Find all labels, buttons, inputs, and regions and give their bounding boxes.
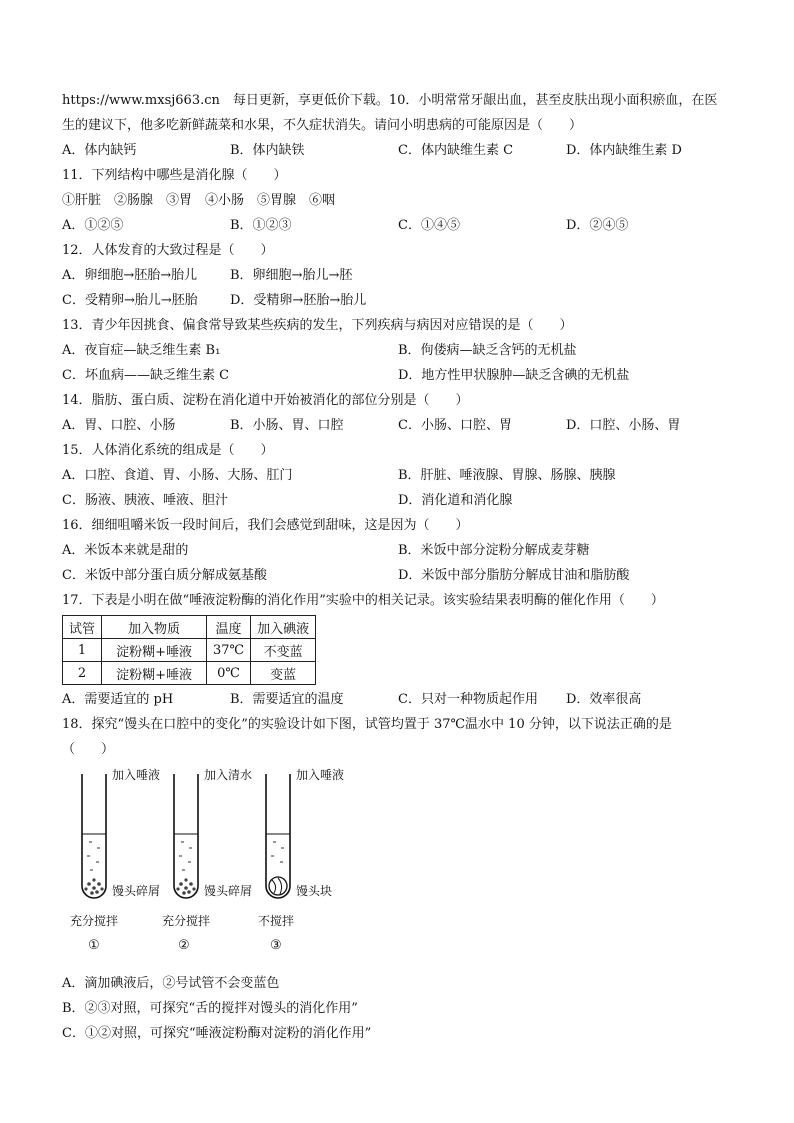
- table-header-cell: 试管: [63, 616, 102, 639]
- table-cell: 不变蓝: [251, 639, 316, 662]
- test-tubes-drawing: [62, 766, 382, 971]
- q10-options: [62, 138, 734, 163]
- q15-options-row1: [62, 463, 734, 488]
- q17-record-table: [62, 615, 316, 685]
- tube2-number: ②: [178, 938, 190, 953]
- tube1-action-label: 充分搅拌: [70, 914, 119, 928]
- q17-option-b: B．需要适宜的温度: [230, 692, 344, 707]
- table-row: [63, 662, 316, 685]
- q14-stem: 14．脂肪、蛋白质、淀粉在消化道中开始被消化的部位分别是（ ）: [62, 393, 469, 408]
- tube2-action-label: 充分搅拌: [162, 914, 211, 928]
- q16-option-a: A．米饭本来就是甜的: [62, 543, 189, 558]
- q11-options: [62, 213, 734, 238]
- q15-option-a: A．口腔、食道、胃、小肠、大肠、肛门: [62, 468, 293, 483]
- q18-stem-line2: （ ）: [62, 742, 115, 757]
- test-tube-3: [266, 774, 290, 898]
- q15-option-d: D．消化道和消化腺: [398, 493, 513, 508]
- q10-option-a: A．体内缺钙: [62, 143, 137, 158]
- q15-option-c: C．肠液、胰液、唾液、胆汁: [62, 493, 228, 508]
- q17-option-a: A．需要适宜的 pH: [62, 692, 174, 707]
- q12-options-row2: [62, 288, 734, 313]
- tube3-top-label: 加入唾液: [296, 768, 345, 782]
- q10-stem-line1: https://www.mxsj663.cn 每日更新，享更低价下载。10．小明常常牙龈出血，甚至皮肤出现小面积瘀血，在医: [62, 93, 718, 108]
- tube2-top-label: 加入清水: [204, 768, 253, 782]
- tube1-content-label: 馒头碎屑: [112, 884, 161, 898]
- q10-option-b: B．体内缺铁: [230, 143, 305, 158]
- exam-page: [62, 88, 734, 1046]
- q12-option-b: B．卵细胞→胎儿→胚: [230, 268, 353, 283]
- q18-option-b: B．②③对照，可探究“舌的搅拌对馒头的消化作用”: [62, 1001, 358, 1016]
- crumbs: [176, 878, 195, 894]
- table-header-cell: 加入碘液: [251, 616, 316, 639]
- q17-options: [62, 687, 734, 712]
- q14-option-d: D．口腔、小肠、胃: [566, 418, 681, 433]
- tube3-action-label: 不搅拌: [258, 914, 295, 928]
- table-cell: 淀粉糊+唾液: [102, 662, 207, 685]
- table-cell: 变蓝: [251, 662, 316, 685]
- q11-option-b: B．①②③: [230, 218, 292, 233]
- tube1-number: ①: [88, 938, 100, 953]
- q15-option-b: B．肝脏、唾液腺、胃腺、肠腺、胰腺: [398, 468, 616, 483]
- q13-option-c: C．坏血病——缺乏维生素 C: [62, 368, 230, 383]
- test-tube-figure: [62, 766, 734, 971]
- q17-option-d: D．效率很高: [566, 692, 642, 707]
- crumbs: [84, 878, 103, 894]
- q16-option-b: B．米饭中部分淀粉分解成麦芽糖: [398, 543, 590, 558]
- q17-option-c: C．只对一种物质起作用: [398, 692, 538, 707]
- q18-option-c: C．①②对照，可探究“唾液淀粉酶对淀粉的消化作用”: [62, 1026, 372, 1041]
- q14-option-b: B．小肠、胃、口腔: [230, 418, 344, 433]
- q17-stem: 17．下表是小明在做“唾液淀粉酶的消化作用”实验中的相关记录。该实验结果表明酶的催化作用（ ）: [62, 593, 664, 608]
- table-header-row: [63, 616, 316, 639]
- q12-option-d: D．受精卵→胚胎→胎儿: [230, 293, 367, 308]
- q13-option-b: B．佝偻病—缺乏含钙的无机盐: [398, 343, 577, 358]
- q11-option-c: C．①④⑤: [398, 218, 460, 233]
- q13-option-d: D．地方性甲状腺肿—缺乏含碘的无机盐: [398, 368, 630, 383]
- tube3-number: ③: [270, 938, 282, 953]
- tube2-content-label: 馒头碎屑: [204, 884, 253, 898]
- table-cell: 1: [63, 639, 102, 662]
- test-tube-2: [174, 774, 198, 898]
- q10-option-d: D．体内缺维生素 D: [566, 143, 682, 158]
- q12-stem: 12．人体发育的大致过程是（ ）: [62, 243, 274, 258]
- q16-stem: 16．细细咀嚼米饭一段时间后，我们会感觉到甜味，这是因为（ ）: [62, 518, 469, 533]
- q14-option-a: A．胃、口腔、小肠: [62, 418, 176, 433]
- q18-stem-line1: 18．探究“馒头在口腔中的变化”的实验设计如下图，试管均置于 37℃温水中 10 分钟，以下说法正确的是: [62, 717, 672, 732]
- q11-option-a: A．①②⑤: [62, 218, 124, 233]
- table-cell: 淀粉糊+唾液: [102, 639, 207, 662]
- q11-items: ①肝脏 ②肠腺 ③胃 ④小肠 ⑤胃腺 ⑥咽: [62, 193, 336, 208]
- table-cell: 37℃: [207, 639, 251, 662]
- q16-option-c: C．米饭中部分蛋白质分解成氨基酸: [62, 568, 267, 583]
- q10-stem-line2: 生的建议下，他多吃新鲜蔬菜和水果，不久症状消失。请问小明患病的可能原因是（ ）: [62, 118, 583, 133]
- q16-options-row1: [62, 538, 734, 563]
- q10-option-c: C．体内缺维生素 C: [398, 143, 514, 158]
- table-header-cell: 温度: [207, 616, 251, 639]
- q18-option-a: A．滴加碘液后，②号试管不会变蓝色: [62, 976, 280, 991]
- q13-options-row2: [62, 363, 734, 388]
- q15-options-row2: [62, 488, 734, 513]
- q13-option-a: A．夜盲症—缺乏维生素 B₁: [62, 343, 221, 358]
- q15-stem: 15．人体消化系统的组成是（ ）: [62, 443, 274, 458]
- test-tube-1: [82, 774, 106, 898]
- table-cell: 2: [63, 662, 102, 685]
- table-cell: 0℃: [207, 662, 251, 685]
- q14-option-c: C．小肠、口腔、胃: [398, 418, 512, 433]
- q11-stem: 11．下列结构中哪些是消化腺（ ）: [62, 168, 287, 183]
- q13-stem: 13．青少年因挑食、偏食常导致某些疾病的发生，下列疾病与病因对应错误的是（ ）: [62, 318, 573, 333]
- tube1-top-label: 加入唾液: [112, 768, 161, 782]
- table-header-cell: 加入物质: [102, 616, 207, 639]
- q11-option-d: D．②④⑤: [566, 218, 629, 233]
- q12-option-c: C．受精卵→胎儿→胚胎: [62, 293, 198, 308]
- q16-option-d: D．米饭中部分脂肪分解成甘油和脂肪酸: [398, 568, 630, 583]
- q12-options-row1: [62, 263, 734, 288]
- q16-options-row2: [62, 563, 734, 588]
- bread-chunk: [269, 877, 287, 895]
- q13-options-row1: [62, 338, 734, 363]
- q12-option-a: A．卵细胞→胚胎→胎儿: [62, 268, 198, 283]
- table-row: [63, 639, 316, 662]
- tube3-content-label: 馒头块: [296, 884, 333, 898]
- q14-options: [62, 413, 734, 438]
